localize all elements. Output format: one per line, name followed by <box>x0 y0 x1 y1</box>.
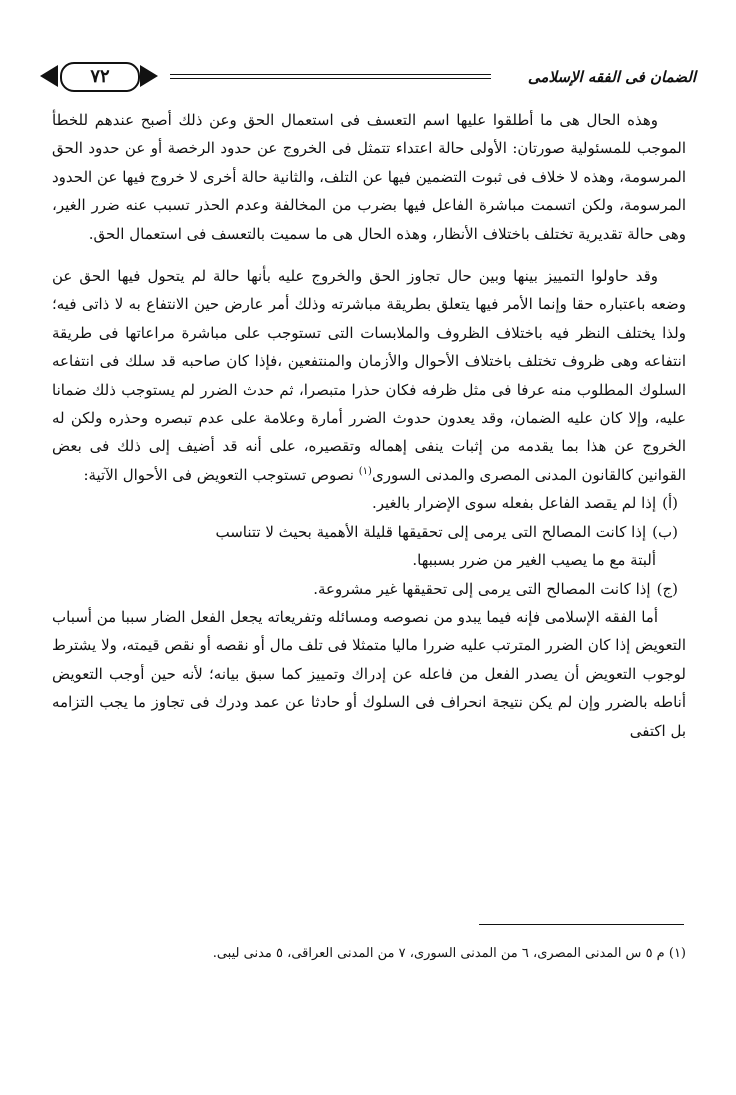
list-item-b <box>52 518 686 546</box>
footnote-reference: (١) <box>358 465 372 477</box>
running-title: الضمان فى الفقه الإسلامى <box>527 68 696 86</box>
header-double-rule <box>170 74 491 79</box>
list-item-b-continuation: ألبتة مع ما يصيب الغير من ضرر بسببها. <box>412 551 656 570</box>
list-item-c <box>52 575 686 603</box>
arrow-left-icon <box>40 65 58 87</box>
list-text: إذا كانت المصالح التى يرمى إلى تحقيقها قليلة الأهمية بحيث لا تتناسب <box>215 522 647 541</box>
main-text <box>52 106 686 745</box>
footnote-separator <box>479 924 684 925</box>
arrow-right-icon <box>140 65 158 87</box>
paragraph-2-text: وقد حاولوا التمييز بينها وبين حال تجاوز الحق والخروج عليه بأنها حالة لم يتحول فيها الحق عن وضعه باعتباره حقا وإنما الأمر فيها يتعلق بطريقة مباشرته وذلك أمر عارض حين الانتفاع به لا ذاتى فيه؛ ولذا يختلف النظر فيه باختلاف الظروف والملابسات التى تستوجب على مباشرة مراعاتها فى طريقة انتفاعه وهى ظروف تختلف باختلاف الأحوال والأزمان والمنتفعين ،فإذا كان صاحبه قد سلك فى انتفاعه السلوك المطلوب منه عرفا فى مثل ظرفه فكان حذرا متبصرا، ثم حدث الضرر لم يستوجب ذلك ضمانا عليه، وإلا كان عليه الضمان، وقد يعدون حدوث الضرر أمارة وعلامة على عدم تبصره وحذره ولكن له الخروج عن هذا بما يقدمه من إثبات ينفى إهماله وتقصيره، على أنه قد أضيف إلى ذلك فى بعض القوانين كالقانون المدنى المصرى والمدنى السورى <box>52 267 686 484</box>
list-text: إذا لم يقصد الفاعل بفعله سوى الإضرار بالغير. <box>371 494 657 513</box>
list-marker: (ج) <box>656 579 678 598</box>
footnote: (١) م ٥ س المدنى المصرى، ٦ من المدنى السورى، ٧ من المدنى العراقى، ٥ مدنى ليبى. <box>212 946 686 961</box>
list-item-a <box>52 489 686 517</box>
page-header <box>40 62 696 96</box>
list-marker: (ب) <box>652 522 678 541</box>
paragraph-1: وهذه الحال هى ما أطلقوا عليها اسم التعسف فى استعمال الحق وعن ذلك أصبح عندهم للخطأ الموجب للمسئولية صورتان: الأولى حالة اعتداء تتمثل فى الخروج عن حدود الرخصة أو عن حدود الحق المرسومة، وهذه لا خلاف فى ثبوت التضمين فيها عن التلف، والثانية حالة أخرى لا خروج فيها عن الحدود المرسومة، ولكن اتسمت مباشرة الفاعل فيها بضرب من المخالفة وعدم الحذر تسبب عنه ضرر الغير، وهى حالة تقديرية تختلف باختلاف الأنظار، وهذه الحال هى ما سميت بالتعسف فى استعمال الحق. <box>52 111 686 243</box>
paragraph-2-end: نصوص تستوجب التعويض فى الأحوال الآتية: <box>83 465 354 484</box>
list-marker: (أ) <box>662 494 678 513</box>
list-text: إذا كانت المصالح التى يرمى إلى تحقيقها غير مشروعة. <box>313 579 651 598</box>
page-number: ٧٢ <box>60 62 140 92</box>
paragraph-3: أما الفقه الإسلامى فإنه فيما يبدو من نصوصه ومسائله وتفريعاته يجعل الفعل الضار سببا من أسباب التعويض إذا كان الضرر المترتب عليه ضررا ماليا متمثلا فى تلف مال أو نقصه أو نقص قيمته، ولا يشترط لوجوب التعويض أن يصدر الفعل من فاعله عن إدراك وتمييز كما سبق بيانه؛ لأنه حين أوجب التعويض أناطه بالضرر وإن لم يكن نتيجة انحراف فى السلوك أو حادثا عن عمد ودرك فى تجاوز ما يجب التزامه بل اكتفى <box>52 607 686 740</box>
paragraph-2 <box>52 262 686 489</box>
